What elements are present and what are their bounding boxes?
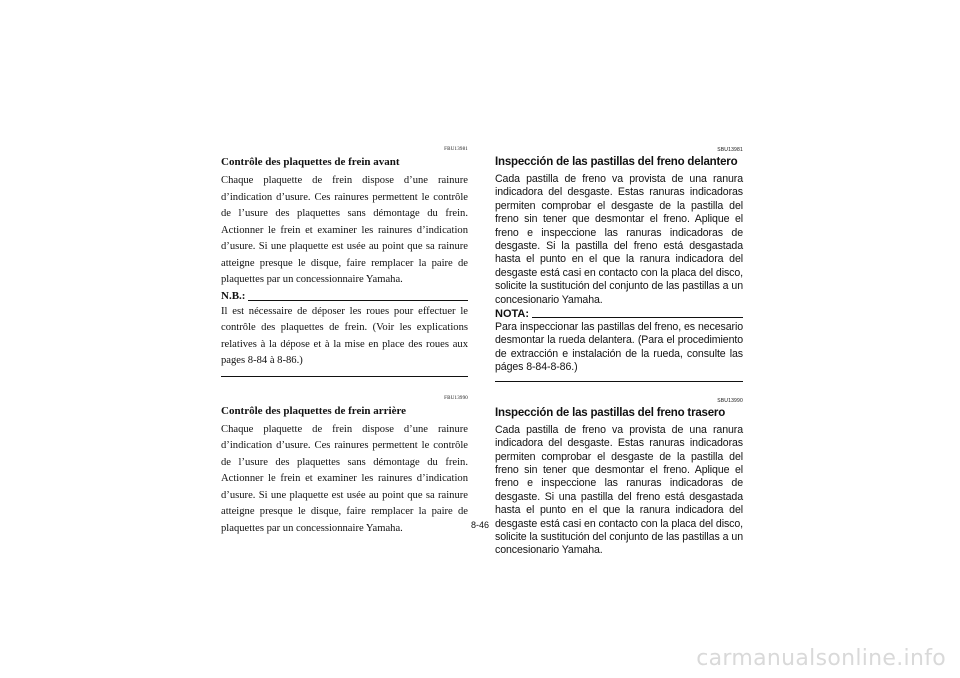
note-body: Il est nécessaire de déposer les roues pour effectuer le contrôle des plaquettes de frein. (Voir les explications relatives à la dépose et à la mise en place des roues aux pages 8-84 à 8-86.) [221, 305, 468, 366]
section-body-rear-pads: Cada pastilla de freno va provista de una ranura indicadora del desgaste. Estas ranuras indicadoras permiten comprobar el desgaste de la pastilla del freno sin tener que desmontar el freno. Aplique el freno e inspeccione las ranuras indicadoras de desgaste. Si una pastilla del freno está desgastada hasta el punto en el que la ranura indicadora del desgaste está casi en contacto con la placa del disco, solicite la sustitución del conjunto de las pastillas a un concesionario Yamaha. [495, 423, 743, 557]
section-code: FBU13990 [444, 395, 468, 401]
note-rule [248, 300, 468, 301]
section-code: FBU13981 [444, 147, 468, 152]
section-body-rear-pads: Chaque plaquette de frein dispose d’une rainure d’indication d’usure. Ces rainures permettent le contrôle de l’usure des plaquettes sans démontage du frein. Actionner le frein et examiner les rainures d’indication d’usure. Si une plaquette est usée au point que sa rainure atteigne presque le disque, faire remplacer la paire de plaquettes par un concessionnaire Yamaha. [221, 423, 468, 534]
note-header [221, 289, 468, 304]
section-title-rear-pads: Inspección de las pastillas del freno trasero [495, 406, 726, 419]
note-header [495, 307, 743, 321]
watermark: carmanualsonline.info [696, 646, 946, 671]
section-title-rear-pads: Contrôle des plaquettes de frein arrière [221, 404, 407, 417]
section-body-front-pads: Chaque plaquette de frein dispose d’une rainure d’indication d’usure. Ces rainures permettent le contrôle de l’usure des plaquettes sans démontage du frein. Actionner le frein et examiner les rainures d’indication d’usure. Si une plaquette est usée au point que sa rainure atteigne presque le disque, faire remplacer la paire de plaquettes par un concessionnaire Yamaha. [221, 175, 468, 285]
section-code: SBU13981 [717, 147, 743, 153]
note-label: N.B.: [221, 289, 246, 302]
page-number: 8-46 [470, 520, 489, 530]
french-column [221, 147, 468, 537]
section-title-front-pads: Inspección de las pastillas del freno delantero [495, 156, 738, 168]
section-title-front-pads: Contrôle des plaquettes de frein avant [221, 156, 400, 168]
section-code: SBU13990 [717, 397, 743, 404]
section-body-front-pads: Cada pastilla de freno va provista de una ranura indicadora del desgaste. Estas ranuras indicadoras permiten comprobar el desgaste de la pastilla del freno sin tener que desmontar el freno. Aplique el freno e inspeccione las ranuras indicadoras de desgaste. Si la pastilla del freno está desgastada hasta el punto en el que la ranura indicadora del desgaste está casi en contacto con la placa del disco, solicite la sustitución del conjunto de las pastillas a un concesionario Yamaha. [495, 173, 743, 306]
note-body: Para inspeccionar las pastillas del freno, es necesario desmontar la rueda delantera. (Para el procedimiento de extracción e instalación de la rueda, consulte las páges 8-84-8-86.) [495, 321, 743, 374]
note-rule [532, 317, 743, 318]
note-label: NOTA: [495, 308, 530, 321]
spanish-column [495, 147, 743, 558]
